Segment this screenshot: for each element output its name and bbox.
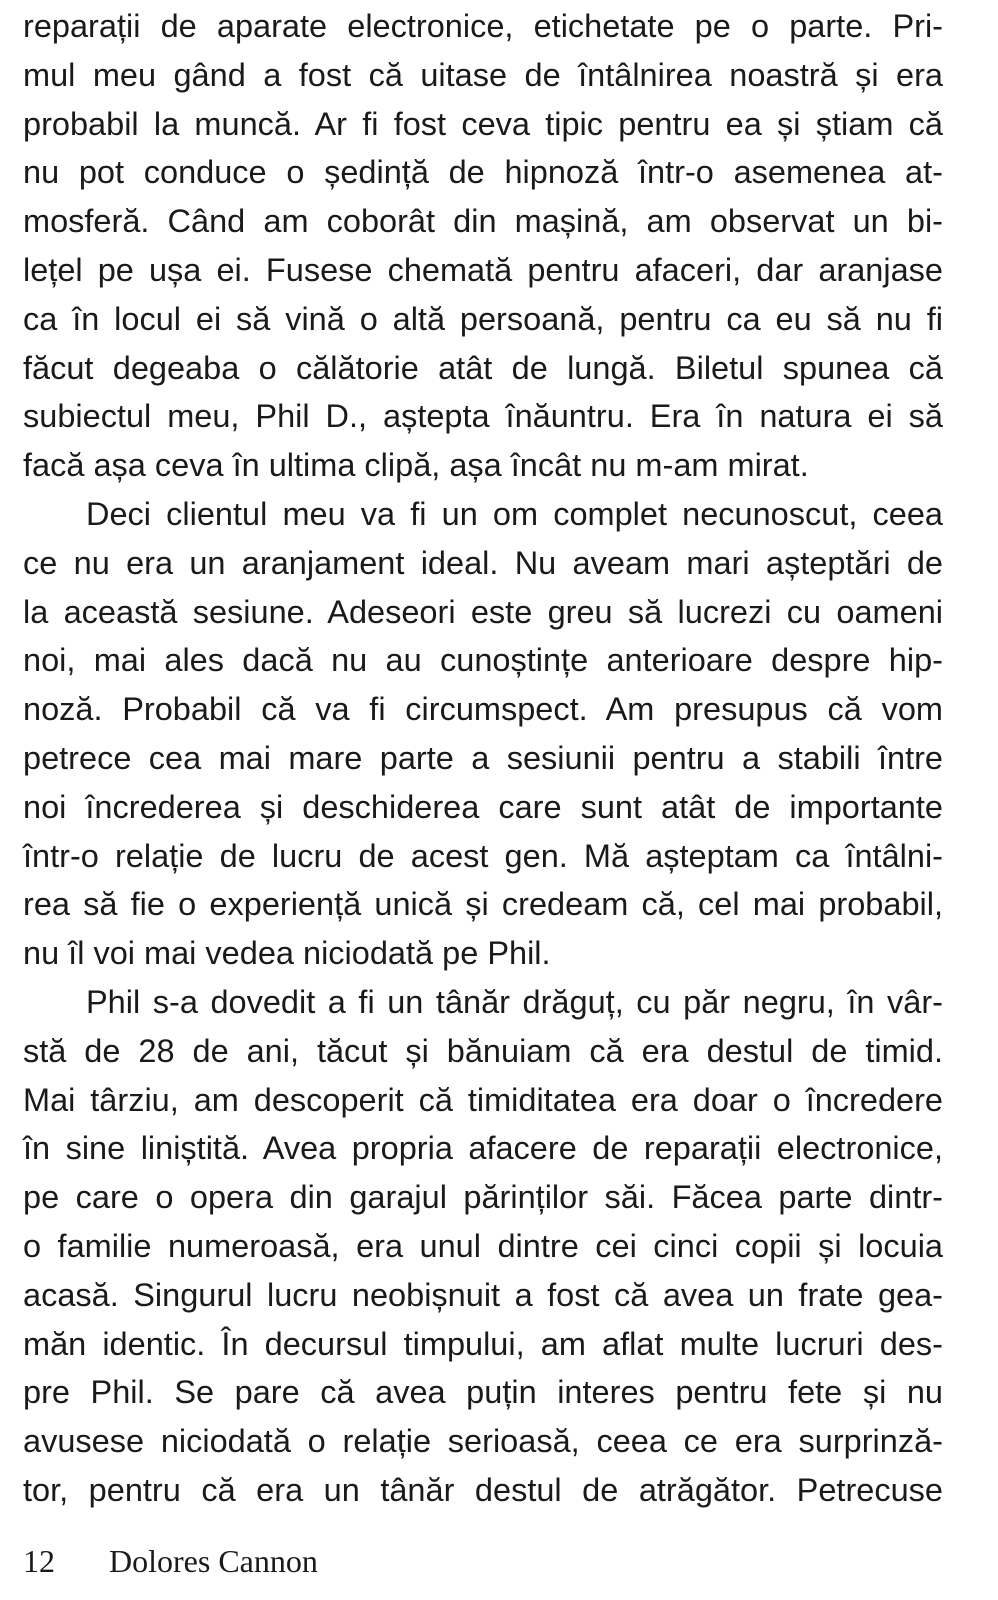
text-line: Phil s-a dovedit a fi un tânăr drăguț, cu păr negru, în vâr- — [86, 983, 943, 1020]
text-line: mosferă. Când am coborât din mașină, am observat un bi- — [23, 203, 943, 240]
text-line: în sine liniștită. Avea propria afacere de reparații electronice, — [23, 1130, 943, 1167]
text-line: stă de 28 de ani, tăcut și bănuiam că era destul de timid. — [23, 1032, 943, 1069]
paragraph-3 — [23, 978, 943, 1515]
text-line: o familie numeroasă, era unul dintre cei cinci copii și locuia — [23, 1227, 943, 1264]
text-line: noi încrederea și deschiderea care sunt atât de importante — [23, 788, 943, 825]
paragraph-1 — [23, 2, 943, 490]
text-line: tor, pentru că era un tânăr destul de atrăgător. Petrecuse — [23, 1471, 943, 1508]
text-line: mul meu gând a fost că uitase de întâlnirea noastră și era — [23, 56, 943, 93]
text-line: într-o relație de lucru de acest gen. Mă așteptam ca întâlni- — [23, 837, 943, 874]
text-line: nu pot conduce o ședință de hipnoză într-o asemenea at- — [23, 154, 943, 191]
text-line: petrece cea mai mare parte a sesiunii pentru a stabili între — [23, 739, 943, 776]
text-line: facă așa ceva în ultima clipă, așa încât nu m-am mirat. — [23, 447, 809, 484]
text-line: Deci clientul meu va fi un om complet necunoscut, ceea — [86, 495, 943, 532]
page-footer — [23, 1541, 318, 1581]
text-line: rea să fie o experiență unică și credeam că, cel mai probabil, — [23, 886, 943, 923]
text-line: subiectul meu, Phil D., aștepta înăuntru. Era în natura ei să — [23, 398, 943, 435]
text-line: noi, mai ales dacă nu au cunoștințe anterioare despre hip- — [23, 642, 943, 679]
text-line: ce nu era un aranjament ideal. Nu aveam mari așteptări de — [23, 544, 943, 581]
text-line: lețel pe ușa ei. Fusese chemată pentru afaceri, dar aranjase — [23, 251, 943, 288]
text-line: noză. Probabil că va fi circumspect. Am presupus că vom — [23, 691, 943, 728]
text-line: acasă. Singurul lucru neobișnuit a fost că avea un frate gea- — [23, 1276, 943, 1313]
body-text — [23, 2, 943, 1515]
paragraph-2 — [23, 490, 943, 978]
text-line: pre Phil. Se pare că avea puțin interes pentru fete și nu — [23, 1374, 943, 1411]
text-line: nu îl voi mai vedea niciodată pe Phil. — [23, 935, 551, 972]
text-line: măn identic. În decursul timpului, am aflat multe lucruri des- — [23, 1325, 943, 1362]
text-line: pe care o opera din garajul părinților săi. Făcea parte dintr- — [23, 1179, 943, 1216]
text-line: ca în locul ei să vină o altă persoană, pentru ca eu să nu fi — [23, 300, 943, 337]
text-line: la această sesiune. Adeseori este greu să lucrezi cu oameni — [23, 593, 943, 630]
text-line: avusese niciodată o relație serioasă, ceea ce era surprinză- — [23, 1423, 943, 1460]
text-line: reparații de aparate electronice, etichetate pe o parte. Pri- — [23, 8, 943, 44]
text-line: Mai târziu, am descoperit că timiditatea era doar o încredere — [23, 1081, 943, 1118]
text-line: probabil la muncă. Ar fi fost ceva tipic pentru ea și știam că — [23, 105, 943, 142]
text-line: făcut degeaba o călătorie atât de lungă. Biletul spunea că — [23, 349, 943, 386]
page-number: 12 — [23, 1543, 55, 1579]
author-name: Dolores Cannon — [109, 1543, 318, 1579]
